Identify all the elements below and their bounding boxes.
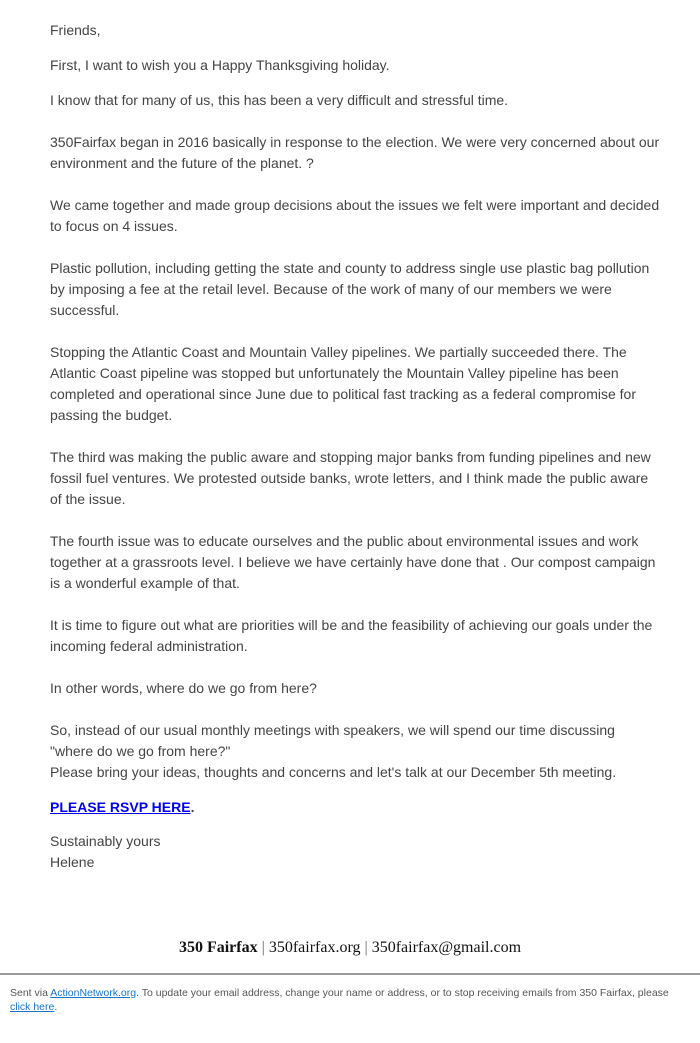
paragraph-banks: The third was making the public aware and stopping major banks from funding pipelines and new fossil fuel ventures. We protested outside banks, wrote letters, and I think made the public aware of the issue. <box>50 449 651 507</box>
email-body <box>50 20 660 873</box>
paragraph-education: The fourth issue was to educate ourselves and the public about environmental issues and work together at a grassroots level. I believe we have certainly have done that . Our compost campaign is a wonderful example of that. <box>50 533 656 591</box>
signature-block <box>50 831 660 873</box>
footer-separator-2: | <box>360 939 372 956</box>
signature: Helene <box>50 854 95 870</box>
greeting: Friends, <box>50 22 101 38</box>
paragraph-where-from-here: In other words, where do we go from here? <box>50 680 317 696</box>
paragraph-history: 350Fairfax began in 2016 basically in response to the election. We were very concerned about our environment and the future of the planet. ? <box>50 134 660 171</box>
org-website: 350fairfax.org <box>268 939 361 956</box>
paragraph-difficult-time: I know that for many of us, this has been a very difficult and stressful time. <box>50 92 509 108</box>
rsvp-line <box>50 797 660 818</box>
paragraph-bring-ideas: Please bring your ideas, thoughts and concerns and let's talk at our December 5th meeting. <box>50 764 617 780</box>
signoff: Sustainably yours <box>50 833 161 849</box>
actionnetwork-link[interactable]: ActionNetwork.org <box>50 987 137 999</box>
paragraph-meeting-change: So, instead of our usual monthly meetings with speakers, we will spend our time discussing "where do we go from here?" <box>50 722 615 759</box>
footer-divider <box>0 973 700 975</box>
paragraph-pipelines: Stopping the Atlantic Coast and Mountain Valley pipelines. We partially succeeded there. The Atlantic Coast pipeline was stopped but unfortunately the Mountain Valley pipeline has been completed and operational since June due to political fast tracking as a federal compromise for passing the budget. <box>50 344 636 423</box>
paragraph-priorities: It is time to figure out what are priorities will be and the feasibility of achieving our goals under the incoming federal administration. <box>50 617 653 654</box>
sent-via-suffix: . <box>54 1001 58 1013</box>
sent-via-prefix: Sent via <box>10 987 51 999</box>
paragraph-plastic-pollution: Plastic pollution, including getting the state and county to address single use plastic bag pollution by imposing a fee at the retail level. Because of the work of many of our members we were successful. <box>50 260 650 318</box>
footer-separator-1: | <box>257 939 269 956</box>
paragraph-thanksgiving: First, I want to wish you a Happy Thanksgiving holiday. <box>50 57 390 73</box>
paragraph-group-decisions: We came together and made group decisions about the issues we felt were important and decided to focus on 4 issues. <box>50 197 660 234</box>
unsubscribe-click-here-link[interactable]: click here <box>10 1001 55 1013</box>
org-name: 350 Fairfax <box>178 939 258 956</box>
sent-via-notice <box>10 986 680 1014</box>
org-email: 350fairfax@gmail.com <box>371 939 522 956</box>
sent-via-middle: . To update your email address, change your name or address, or to stop receiving emails from 350 Fairfax, please <box>136 987 669 999</box>
rsvp-link[interactable]: PLEASE RSVP HERE <box>50 799 191 815</box>
organization-footer <box>0 936 700 960</box>
rsvp-period: . <box>190 799 195 815</box>
